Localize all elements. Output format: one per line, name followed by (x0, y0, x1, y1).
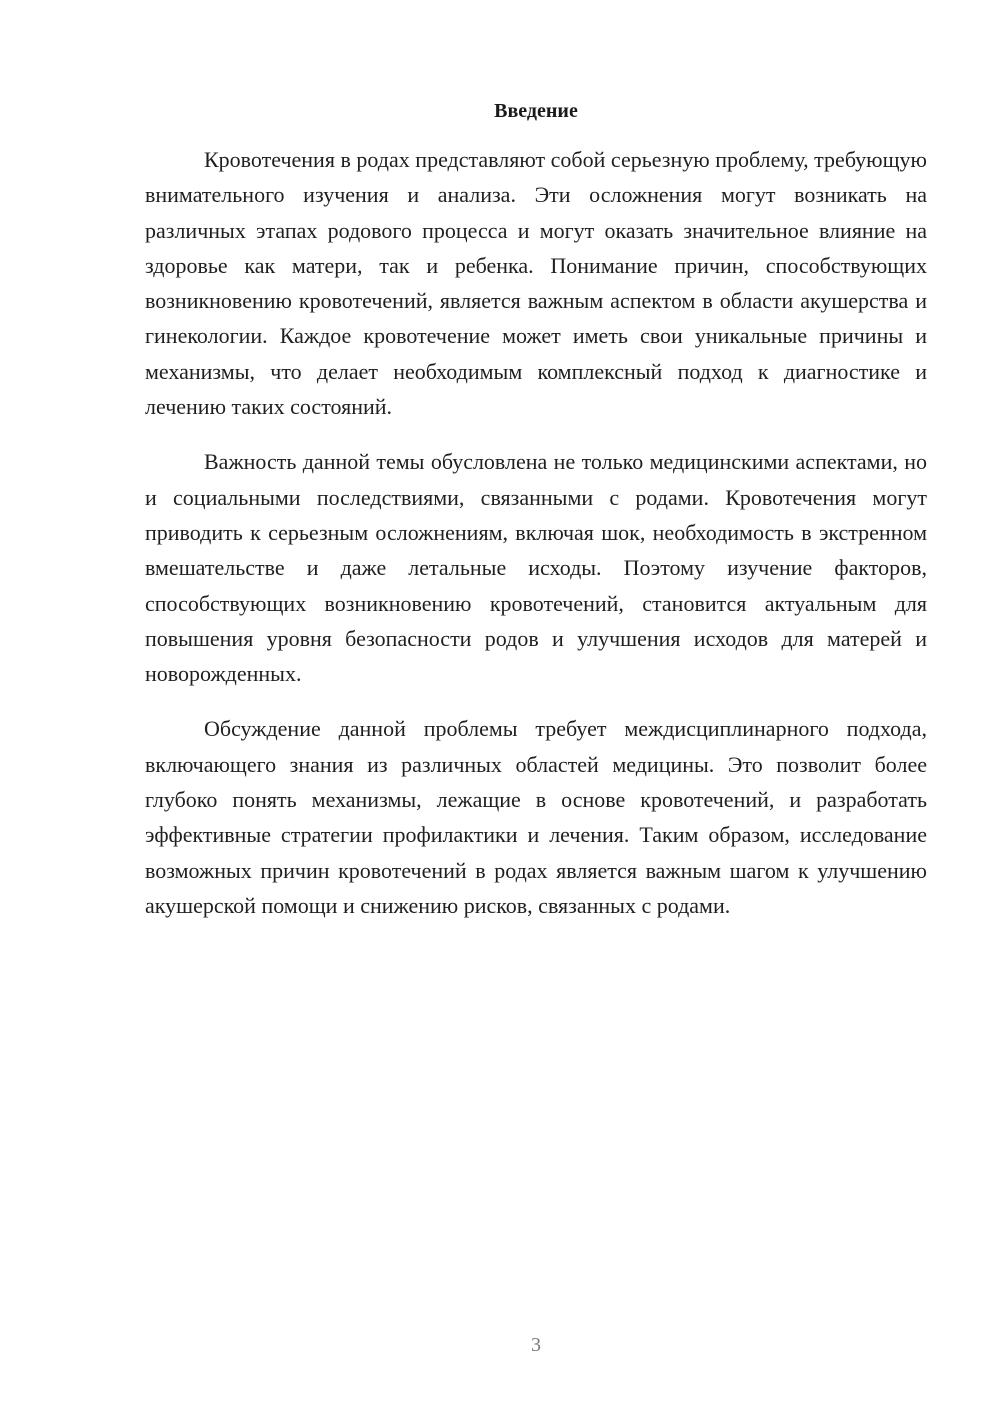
paragraph-3: Обсуждение данной проблемы требует междисциплинарного подхода, включающего знания из различных областей медицины. Это позволит более глубоко понять механизмы, лежащие в основе кровотечений, и разработать эффективные стратегии профилактики и лечения. Таким образом, исследование возможных причин кровотечений в родах является важным шагом к улучшению акушерской помощи и снижению рисков, связанных с родами. (145, 716, 927, 918)
paragraph-1: Кровотечения в родах представляют собой серьезную проблему, требующую внимательного изучения и анализа. Эти осложнения могут возникать на различных этапах родового процесса и могут оказать значительное влияние на здоровье как матери, так и ребенка. Понимание причин, способствующих возникновению кровотечений, является важным аспектом в области акушерства и гинекологии. Каждое кровотечение может иметь свои уникальные причины и механизмы, что делает необходимым комплексный подход к диагностике и лечению таких состояний. (145, 147, 927, 420)
paragraph-2: Важность данной темы обусловлена не только медицинскими аспектами, но и социальными последствиями, связанными с родами. Кровотечения могут приводить к серьезным осложнениям, включая шок, необходимость в экстренном вмешательстве и даже летальные исходы. Поэтому изучение факторов, способствующих возникновению кровотечений, становится актуальным для повышения уровня безопасности родов и улучшения исходов для матерей и новорожденных. (145, 449, 927, 687)
section-heading: Введение (494, 100, 578, 122)
page-number: 3 (531, 1334, 541, 1356)
body-text (145, 142, 927, 923)
